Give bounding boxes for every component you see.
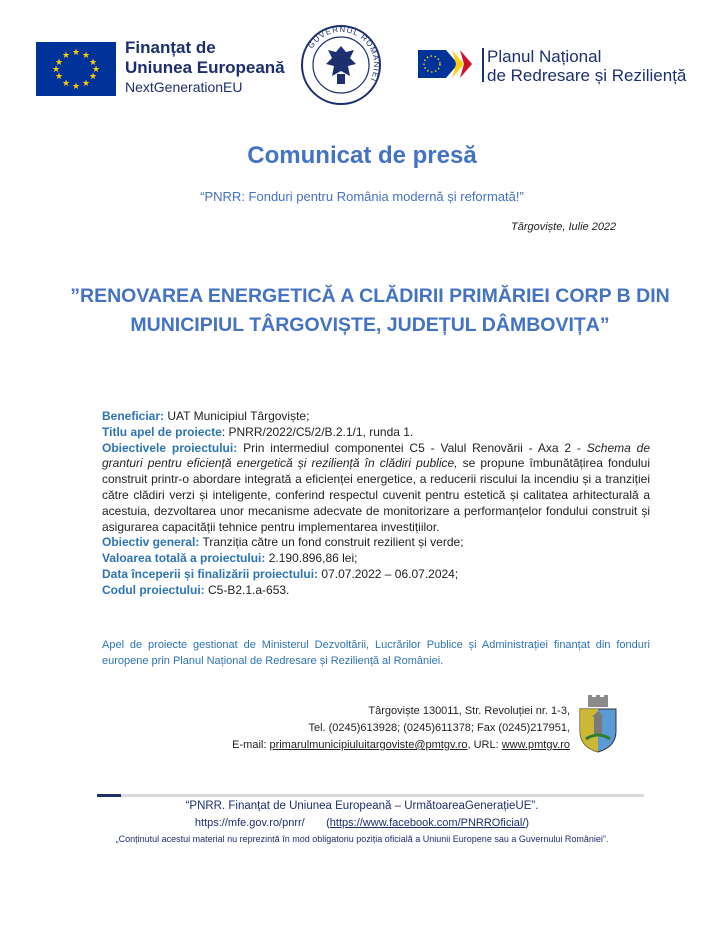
- eu-line-3: NextGenerationEU: [125, 79, 243, 95]
- mfe-link[interactable]: https://mfe.gov.ro/pnrr/: [194, 817, 305, 829]
- general-objective-label: Obiectiv general:: [102, 535, 200, 550]
- contact-block: [150, 703, 570, 754]
- footer-links: https://mfe.gov.ro/pnrr/ (https://www.facebook.com/PNRROficial/): [194, 817, 530, 829]
- contact-online: [150, 737, 570, 754]
- call-title-label: Titlu apel de proiecte: [102, 424, 222, 439]
- objectives-label: Obiectivele proiectului:: [102, 440, 238, 455]
- project-title: ”RENOVAREA ENERGETICĂ A CLĂDIRII PRIMĂRIEI CORP B DIN MUNICIPIUL TÂRGOVIȘTE, JUDEȚUL DÂMBOVIȚA”: [70, 285, 670, 336]
- city-coat-of-arms-icon: [572, 695, 624, 753]
- eu-funding-label: [125, 38, 285, 97]
- pnrr-separator: [482, 48, 484, 82]
- objectives-italic: Schema de granturi pentru eficiență energetică și reziliență în clădiri publice,: [102, 440, 651, 471]
- general-objective-value: Tranziția către un fond construit rezilient și verde;: [199, 535, 464, 550]
- contact-phones: Tel. (0245)613928; (0245)611378; Fax (0245)217951,: [308, 722, 570, 734]
- pnrr-logo-icon: [418, 47, 480, 81]
- call-title-row: [102, 425, 650, 441]
- general-objective-row: [102, 535, 650, 551]
- call-title-value: : PNRR/2022/C5/2/B.2.1/1, runda 1.: [221, 424, 414, 439]
- total-value-value: 2.190.896,86 lei;: [265, 551, 358, 566]
- dates-value: 07.07.2022 – 06.07.2024;: [318, 566, 459, 581]
- footer-slogan: “PNRR. Finanțat de Uniunea Europeană – UrmătoareaGenerațieUE”.: [185, 800, 539, 812]
- beneficiary-value: UAT Municipiul Târgoviște;: [164, 409, 310, 423]
- page-title: Comunicat de presă: [247, 142, 477, 169]
- pnrr-line-2: de Redresare și Reziliență: [487, 66, 687, 85]
- footer-disclaimer: „Conținutul acestui material nu reprezintă în mod obligatoriu poziția oficială a Uniunii Europene sau a Guvernului României”.: [115, 834, 609, 844]
- pnrr-line-1: Planul Național: [487, 47, 602, 66]
- subtitle: “PNRR: Fonduri pentru România modernă și reformată!”: [200, 189, 524, 204]
- seal-text: GUVERNUL ROMÂNIEI: [306, 24, 382, 84]
- dates-row: [102, 567, 650, 583]
- funding-note: Apel de proiecte gestionat de Ministerul Dezvoltării, Lucrărilor Publice și Administrației finanțat din fonduri europene prin Planul Național de Redresare și Reziliență al României.: [102, 639, 650, 667]
- total-value-label: Valoarea totală a proiectului:: [102, 551, 266, 566]
- project-code-row: [102, 583, 650, 599]
- url-label: , URL:: [467, 739, 502, 751]
- website-link[interactable]: www.pmtgv.ro: [501, 739, 570, 751]
- beneficiary-row: [102, 409, 650, 425]
- facebook-link[interactable]: https://www.facebook.com/PNRROficial/: [329, 817, 526, 829]
- project-code-label: Codul proiectului:: [102, 582, 205, 597]
- dates-label: Data începerii și finalizării proiectului:: [102, 566, 319, 581]
- eu-flag-logo: ★ ★ ★ ★ ★ ★ ★ ★ ★ ★ ★ ★: [36, 42, 116, 96]
- objectives-text-2: se propune îmbunătățirea fondului construit printr-o abordare integrată a eficienței energetice, a reducerii riscului la incendiu și a tranziției către clădiri verzi și inteligente, conferind respectul cuvenit pentru estetică și calitatea arhitecturală a acestuia, dezvoltarea unor mecanisme adecvate de monitorizare a performanțelor fondului construit și asigurarea capacității tehnice pentru implementarea investițiilor.: [102, 456, 650, 534]
- project-details: [102, 409, 650, 599]
- total-value-row: [102, 551, 650, 567]
- contact-address: Târgoviște 130011, Str. Revoluției nr. 1-3,: [368, 705, 570, 717]
- objectives-text-1: Prin intermediul componentei C5 - Valul Renovării - Axa 2 -: [237, 440, 587, 455]
- dateline: Târgoviște, Iulie 2022: [511, 221, 617, 233]
- government-seal-icon: [300, 24, 382, 106]
- email-link[interactable]: primarulmunicipiuluitargoviste@pmtgv.ro: [269, 739, 468, 751]
- objectives-row: [102, 441, 650, 536]
- project-code-value: C5-B2.1.a-653.: [204, 582, 290, 597]
- beneficiary-label: Beneficiar:: [102, 409, 165, 423]
- eu-line-2: Uniunea Europeană: [125, 58, 285, 77]
- email-label: E-mail:: [232, 739, 270, 751]
- footer-divider: [97, 794, 644, 797]
- footer-divider-accent: [97, 794, 121, 797]
- pnrr-label: [487, 47, 686, 85]
- eu-line-1: Finanțat de: [125, 38, 216, 57]
